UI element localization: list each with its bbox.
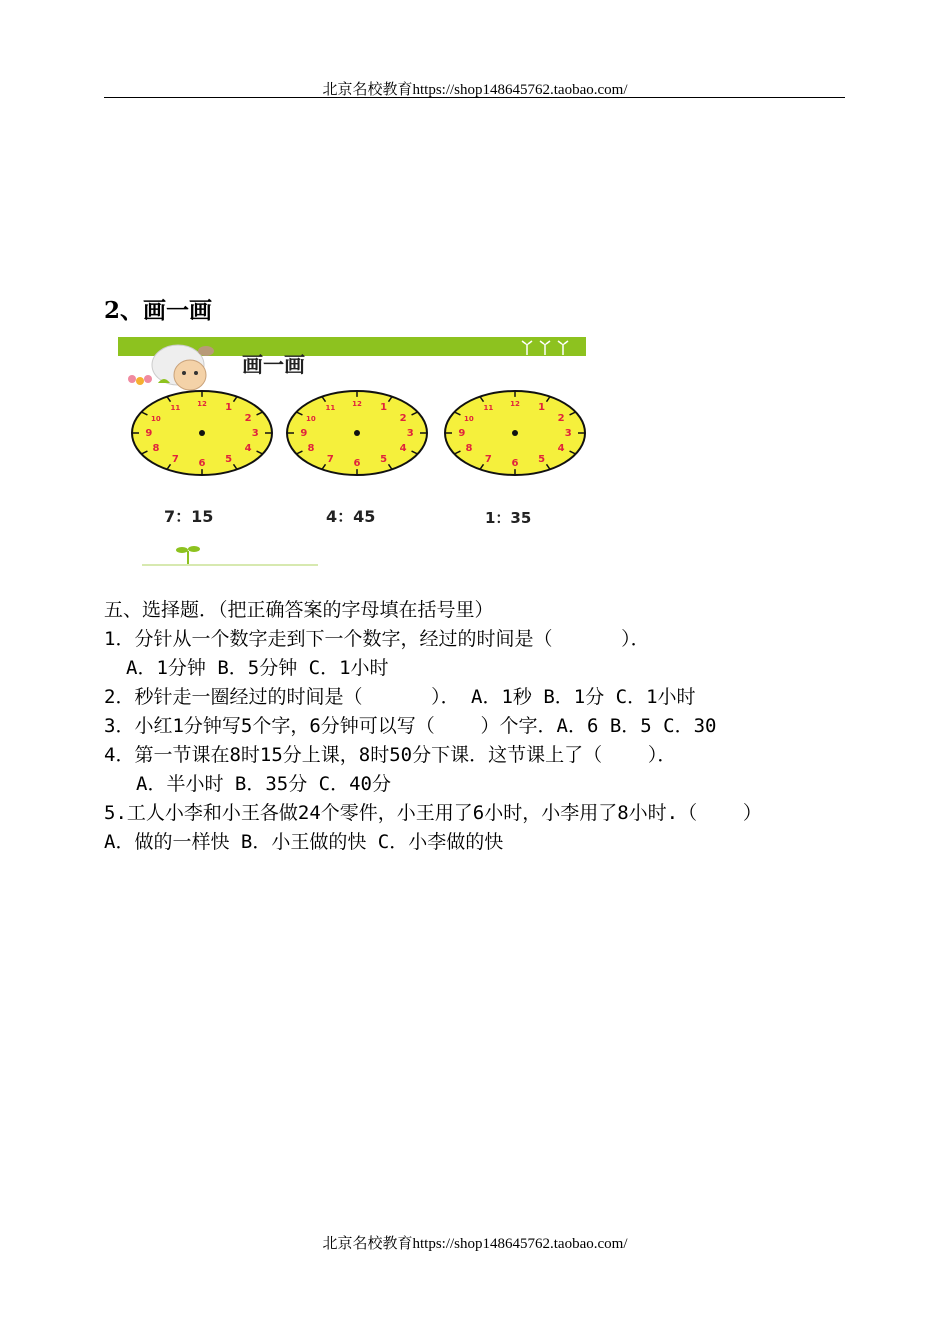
clock-center-dot bbox=[199, 430, 205, 436]
clock-number: 3 bbox=[564, 428, 572, 439]
clock-figure-svg bbox=[118, 335, 588, 575]
clock-number: 4 bbox=[399, 443, 407, 455]
question-4-options: A．半小时 B．35分 C．40分 bbox=[136, 773, 391, 795]
clock-number: 11 bbox=[483, 403, 494, 412]
clock-number: 3 bbox=[406, 428, 414, 439]
clock-number: 7 bbox=[326, 454, 334, 466]
clock-face-2 bbox=[287, 391, 427, 475]
clock-number: 5 bbox=[225, 454, 233, 466]
time-label-1: 7：15 bbox=[164, 507, 214, 526]
clock-number: 9 bbox=[145, 428, 153, 439]
clock-number: 12 bbox=[197, 399, 207, 408]
clock-number: 6 bbox=[198, 458, 206, 470]
clock-number: 12 bbox=[352, 399, 362, 408]
clock-number: 1 bbox=[225, 401, 233, 413]
page-header: 北京名校教育https://shop148645762.taobao.com/ bbox=[322, 82, 628, 98]
clock-number: 7 bbox=[484, 454, 492, 466]
clock-number: 10 bbox=[151, 414, 161, 423]
clock-number: 2 bbox=[399, 412, 407, 424]
clock-number: 4 bbox=[244, 443, 252, 455]
question-3: 3．小红1分钟写5个字，6分钟可以写（ ）个字．A．6 B．5 C．30 bbox=[104, 715, 717, 737]
clock-drawing-figure bbox=[118, 335, 588, 575]
clock-number: 9 bbox=[300, 428, 308, 439]
clock-number: 7 bbox=[171, 454, 179, 466]
clock-number: 10 bbox=[306, 414, 316, 423]
clock-number: 6 bbox=[353, 458, 361, 470]
question-1: 1．分针从一个数字走到下一个数字，经过的时间是（ ）． bbox=[104, 628, 650, 650]
time-label-3: 1：35 bbox=[485, 509, 532, 527]
clock-face-1 bbox=[132, 391, 272, 475]
clock-number: 2 bbox=[244, 412, 252, 424]
question-1-options: A．1分钟 B．5分钟 C．1小时 bbox=[126, 657, 389, 679]
clock-number: 2 bbox=[557, 412, 565, 424]
clock-number: 6 bbox=[511, 458, 519, 470]
clock-number: 5 bbox=[380, 454, 388, 466]
clock-number: 8 bbox=[465, 443, 473, 455]
clock-number: 3 bbox=[251, 428, 259, 439]
question-4: 4．第一节课在8时15分上课，8时50分下课．这节课上了（ ）． bbox=[104, 744, 677, 766]
section-title: 2、画一画 bbox=[104, 297, 213, 324]
clock-number: 8 bbox=[152, 443, 160, 455]
clock-number: 11 bbox=[170, 403, 181, 412]
clock-center-dot bbox=[512, 430, 518, 436]
question-2: 2．秒针走一圈经过的时间是（ ）． A．1秒 B．1分 C．1小时 bbox=[104, 686, 696, 708]
clock-number: 9 bbox=[458, 428, 466, 439]
clock-number: 1 bbox=[380, 401, 388, 413]
clock-group bbox=[132, 391, 585, 475]
question-5: 5.工人小李和小王各做24个零件，小王用了6小时，小李用了8小时.（ ） bbox=[104, 802, 762, 824]
clock-number: 10 bbox=[464, 414, 474, 423]
header-divider bbox=[104, 97, 845, 98]
clock-number: 12 bbox=[510, 399, 520, 408]
clock-center-dot bbox=[354, 430, 360, 436]
page-footer: 北京名校教育https://shop148645762.taobao.com/ bbox=[322, 1236, 628, 1252]
question-5-options: A．做的一样快 B．小王做的快 C．小李做的快 bbox=[104, 831, 504, 853]
clock-number: 1 bbox=[538, 401, 546, 413]
banner-title: 画一画 bbox=[242, 353, 305, 377]
choice-questions bbox=[104, 596, 864, 857]
sprout-icon bbox=[176, 546, 200, 564]
clock-number: 8 bbox=[307, 443, 315, 455]
questions-heading: 五、选择题．（把正确答案的字母填在括号里） bbox=[104, 599, 494, 621]
clock-number: 5 bbox=[538, 454, 546, 466]
clock-number: 11 bbox=[325, 403, 336, 412]
time-label-2: 4：45 bbox=[326, 507, 376, 526]
clock-number: 4 bbox=[557, 443, 565, 455]
clock-face-3 bbox=[445, 391, 585, 475]
